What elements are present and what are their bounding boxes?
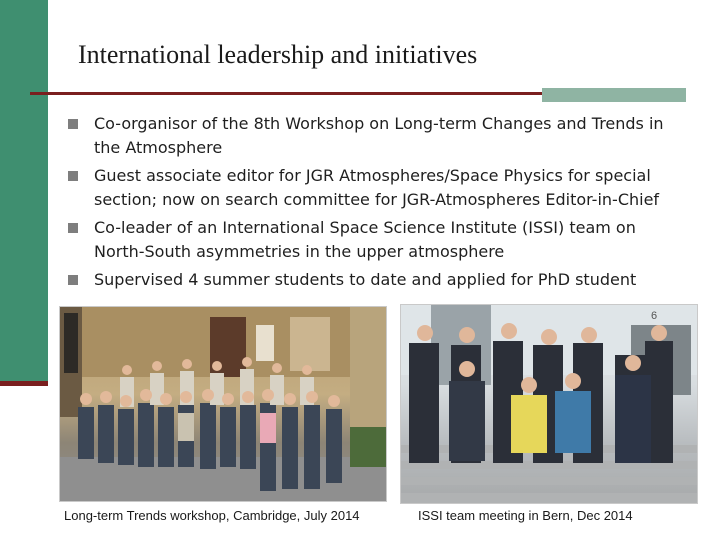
bullet-item	[68, 112, 688, 160]
bullet-item	[68, 164, 688, 212]
bern-group-photo	[400, 304, 698, 504]
square-bullet-icon	[68, 119, 78, 129]
bullet-item	[68, 216, 688, 264]
square-bullet-icon	[68, 275, 78, 285]
cambridge-group-photo	[59, 306, 387, 502]
bullet-text: Co-organisor of the 8th Workshop on Long-term Changes and Trends in the Atmosphere	[94, 114, 664, 157]
bullet-item	[68, 268, 688, 292]
title-rule-accent	[542, 88, 686, 102]
left-accent-bar	[0, 0, 48, 386]
bullet-text: Guest associate editor for JGR Atmospheres/Space Physics for special section; now on search committee for JGR-Atmospheres Editor-in-Chief	[94, 166, 660, 209]
photo-caption-bern: ISSI team meeting in Bern, Dec 2014	[418, 508, 633, 523]
door-number: 6	[651, 310, 658, 322]
square-bullet-icon	[68, 223, 78, 233]
bullet-text: Co-leader of an International Space Science Institute (ISSI) team on North-South asymmetries in the upper atmosphere	[94, 218, 636, 261]
left-accent-bar-edge	[0, 381, 48, 386]
photo-caption-cambridge: Long-term Trends workshop, Cambridge, July 2014	[64, 508, 360, 523]
bullet-list	[68, 112, 688, 296]
slide-title: International leadership and initiatives	[78, 40, 478, 69]
bullet-text: Supervised 4 summer students to date and applied for PhD student	[94, 270, 637, 289]
square-bullet-icon	[68, 171, 78, 181]
